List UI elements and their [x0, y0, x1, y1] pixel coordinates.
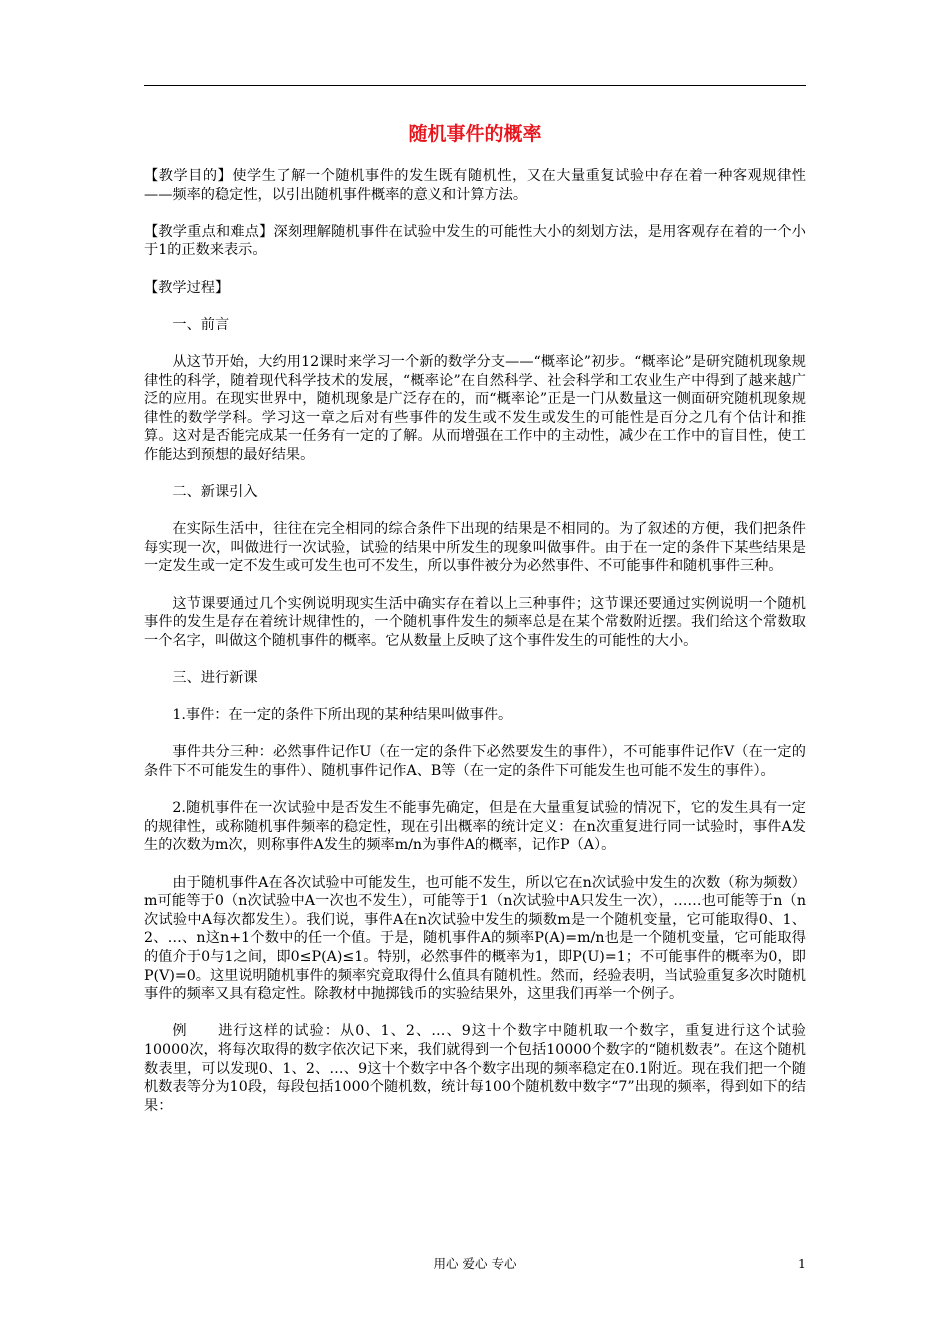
- paragraph-gap: [144, 855, 806, 874]
- teaching-process-heading: 【教学过程】: [144, 279, 230, 296]
- paragraph-gap: [144, 725, 806, 744]
- paragraph-gap: [144, 1004, 806, 1023]
- paragraph-gap: [144, 260, 806, 279]
- paragraph-gap: [144, 650, 806, 669]
- example-paragraph: 例 进行这样的试验：从0、1、2、…、9这十个数字中随机取一个数字，重复进行这个试验10000次，将每次取得的数字依次记下来，我们就得到一个包括10000个数字的“随机数表”。在这个随机数表里，可以发现0、1、2、…、9这十个数字中各个数字出现的频率稳定在0.1附近。现在我们把一个随机数表等分为10段，每段包括1000个随机数，统计每100个随机数中数字“7”出现的频率，得到如下的结果：: [144, 1023, 806, 1114]
- teaching-goal-paragraph: 【教学目的】使学生了解一个随机事件的发生既有随机性，又在大量重复试验中存在着一种客观规律性——频率的稳定性，以引出随机事件概率的意义和计算方法。: [144, 168, 806, 203]
- probability-definition-paragraph: 2.随机事件在一次试验中是否发生不能事先确定，但是在大量重复试验的情况下，它的发生具有一定的规律性，或称随机事件频率的稳定性，现在引出概率的统计定义：在n次重复进行同一试验时，事件A发生的次数为m次，则称事件A发生的频率m/n为事件A的概率，记作P（A）。: [144, 800, 806, 854]
- paragraph-gap: [144, 204, 806, 223]
- header-rule: [144, 85, 806, 86]
- foreword-paragraph: 从这节开始，大约用12课时来学习一个新的数学分支——“概率论”初步。“概率论”是研究随机现象规律性的科学，随着现代科学技术的发展，“概率论”在自然科学、社会科学和工农业生产中得到了越来越广泛的应用。在现实世界中，随机现象是广泛存在的，而“概率论”正是一门从数量这一侧面研究随机现象规律性的数学学科。学习这一章之后对有些事件的发生或不发生或发生的可能性是百分之几有个估计和推算。这对是否能完成某一任务有一定的了解。从而增强在工作中的主动性，减少在工作中的盲目性，使工作能达到预想的最好结果。: [144, 353, 806, 463]
- paragraph-gap: [144, 688, 806, 707]
- document-body: [144, 167, 806, 1115]
- introduction-paragraph-1: 在实际生活中，往往在完全相同的综合条件下出现的结果是不相同的。为了叙述的方便，我们把条件每实现一次，叫做进行一次试验，试验的结果中所发生的现象叫做事件。由于在一定的条件下某些结果是一定发生或一定不发生或可发生也可不发生，所以事件被分为必然事件、不可能事件和随机事件三种。: [144, 521, 806, 575]
- event-definition-paragraph: 1.事件：在一定的条件下所出现的某种结果叫做事件。: [172, 707, 513, 724]
- paragraph-gap: [144, 465, 806, 484]
- introduction-paragraph-2: 这节课要通过几个实例说明现实生活中确实存在着以上三种事件；这节课还要通过实例说明一个随机事件的发生是存在着统计规律性的，一个随机事件发生的频率总是在某个常数附近摆。我们给这个常数取一个名字，叫做这个随机事件的概率。它从数量上反映了这个事件发生的可能性的大小。: [144, 595, 806, 649]
- page-title: 随机事件的概率: [408, 123, 542, 145]
- frequency-explanation-paragraph: 由于随机事件A在各次试验中可能发生，也可能不发生，所以它在n次试验中发生的次数（称为频数）m可能等于0（n次试验中A一次也不发生），可能等于1（n次试验中A只发生一次），……也可能等于n（n次试验中A每次都发生）。我们说，事件A在n次试验中发生的频数m是一个随机变量，它可能取得0、1、2、…、n这n+1个数中的任一个值。于是，随机事件A的频率P(A)=m/n也是一个随机变量，它可能取得的值介于0与1之间，即0≤P(A)≤1。特别，必然事件的概率为1，即P(U)=1；不可能事件的概率为0，即P(V)=0。这里说明随机事件的频率究竟取得什么值具有随机性。然而，经验表明，当试验重复多次时随机事件的频率又具有稳定性。除教材中抛掷钱币的实验结果外，这里我们再举一个例子。: [144, 874, 806, 1003]
- paragraph-gap: [144, 576, 806, 595]
- key-points-paragraph: 【教学重点和难点】深刻理解随机事件在试验中发生的可能性大小的刻划方法，是用客观存在着的一个小于1的正数来表示。: [144, 223, 806, 259]
- event-types-paragraph: 事件共分三种：必然事件记作U（在一定的条件下必然要发生的事件），不可能事件记作V（在一定的条件下不可能发生的事件）、随机事件记作A、B等（在一定的条件下可能发生也可能不发生的事件）。: [144, 744, 806, 779]
- paragraph-gap: [144, 297, 806, 316]
- page-number: 1: [798, 1256, 806, 1271]
- section-heading-new-lesson: 三、进行新课: [172, 670, 258, 687]
- paragraph-gap: [144, 781, 806, 800]
- footer-slogan: 用心 爱心 专心: [433, 1256, 517, 1271]
- paragraph-gap: [144, 502, 806, 521]
- section-heading-foreword: 一、前言: [172, 316, 230, 333]
- paragraph-gap: [144, 334, 806, 353]
- section-heading-introduction: 二、新课引入: [172, 484, 258, 501]
